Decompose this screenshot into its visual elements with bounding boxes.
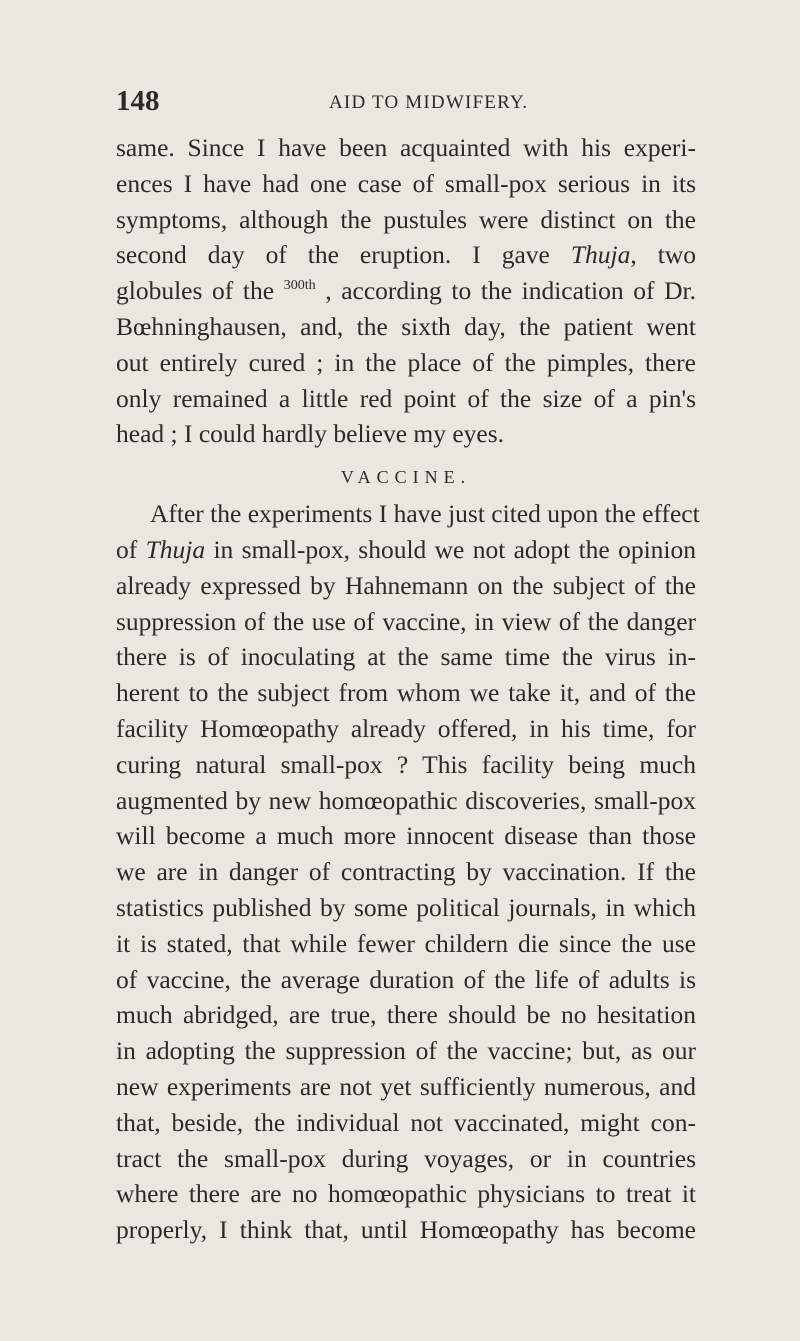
italic-term-thuja: Thuja: [145, 534, 206, 564]
section-heading: VACCINE.: [340, 467, 472, 488]
page-body: [116, 130, 700, 1248]
text-line: symptoms, although the pustules were distinct on the: [116, 204, 696, 234]
text-line: tract the small-pox during voyages, or in countries: [116, 1143, 696, 1173]
text-line: new experiments are not yet sufficiently numerous, and: [116, 1071, 696, 1101]
running-head: AID TO MIDWIFERY.: [329, 92, 529, 113]
text-line: only remained a little red point of the size of a pin's: [116, 383, 696, 413]
text-line: ences I have had one case of small-pox serious in its: [116, 168, 696, 198]
potency-superscript: 300th: [283, 278, 316, 294]
page-number: 148: [116, 85, 160, 117]
text-run: , according to the indication of Dr.: [315, 276, 696, 306]
text-line: facility Homœopathy already offered, in his time, for: [116, 713, 696, 743]
paragraph-1: [116, 130, 696, 452]
text-line: in adopting the suppression of the vaccine; but, as our: [116, 1036, 696, 1066]
text-run: , two: [630, 240, 696, 270]
text-line: [116, 237, 696, 273]
text-line: much abridged, are true, there should be no hesitation: [116, 1000, 696, 1030]
text-line: there is of inoculating at the same time the virus in-: [116, 642, 696, 672]
text-line: Bœhninghausen, and, the sixth day, the patient went: [116, 311, 696, 341]
text-run: globules of the: [116, 276, 284, 306]
text-line: of vaccine, the average duration of the life of adults is: [116, 964, 696, 994]
text-line: statistics published by some political journals, in which: [116, 892, 696, 922]
text-line: properly, I think that, until Homœopathy has become: [116, 1215, 696, 1245]
page-header: [116, 86, 696, 116]
text-line: same. Since I have been acquainted with his experi-: [116, 133, 696, 162]
text-line: will become a much more innocent disease than those: [116, 821, 696, 851]
paragraph-2: [116, 496, 700, 1248]
text-line: After the experiments I have just cited upon the effect: [150, 499, 700, 529]
text-line: curing natural small-pox ? This facility being much: [116, 749, 696, 779]
text-line: already expressed by Hahnemann on the subject of the: [116, 570, 696, 600]
text-line: [116, 273, 696, 309]
text-line: [116, 532, 696, 568]
text-run: of: [116, 534, 146, 564]
text-line: we are in danger of contracting by vaccination. If the: [116, 857, 696, 887]
text-line: head ; I could hardly believe my eyes.: [116, 419, 505, 449]
text-line: that, beside, the individual not vaccinated, might con-: [116, 1107, 696, 1137]
text-line: it is stated, that while fewer childern die since the use: [116, 928, 696, 958]
text-run: second day of the eruption. I gave: [116, 240, 571, 270]
text-line: herent to the subject from whom we take it, and of the: [116, 678, 696, 708]
text-line: augmented by new homœopathic discoveries, small-pox: [116, 785, 696, 815]
italic-term-thuja: Thuja: [570, 240, 631, 270]
text-line: out entirely cured ; in the place of the pimples, there: [116, 347, 696, 377]
text-line: suppression of the use of vaccine, in view of the danger: [116, 606, 696, 636]
text-line: where there are no homœopathic physicians to treat it: [116, 1179, 696, 1209]
text-run: in small-pox, should we not adopt the opinion: [205, 534, 696, 564]
